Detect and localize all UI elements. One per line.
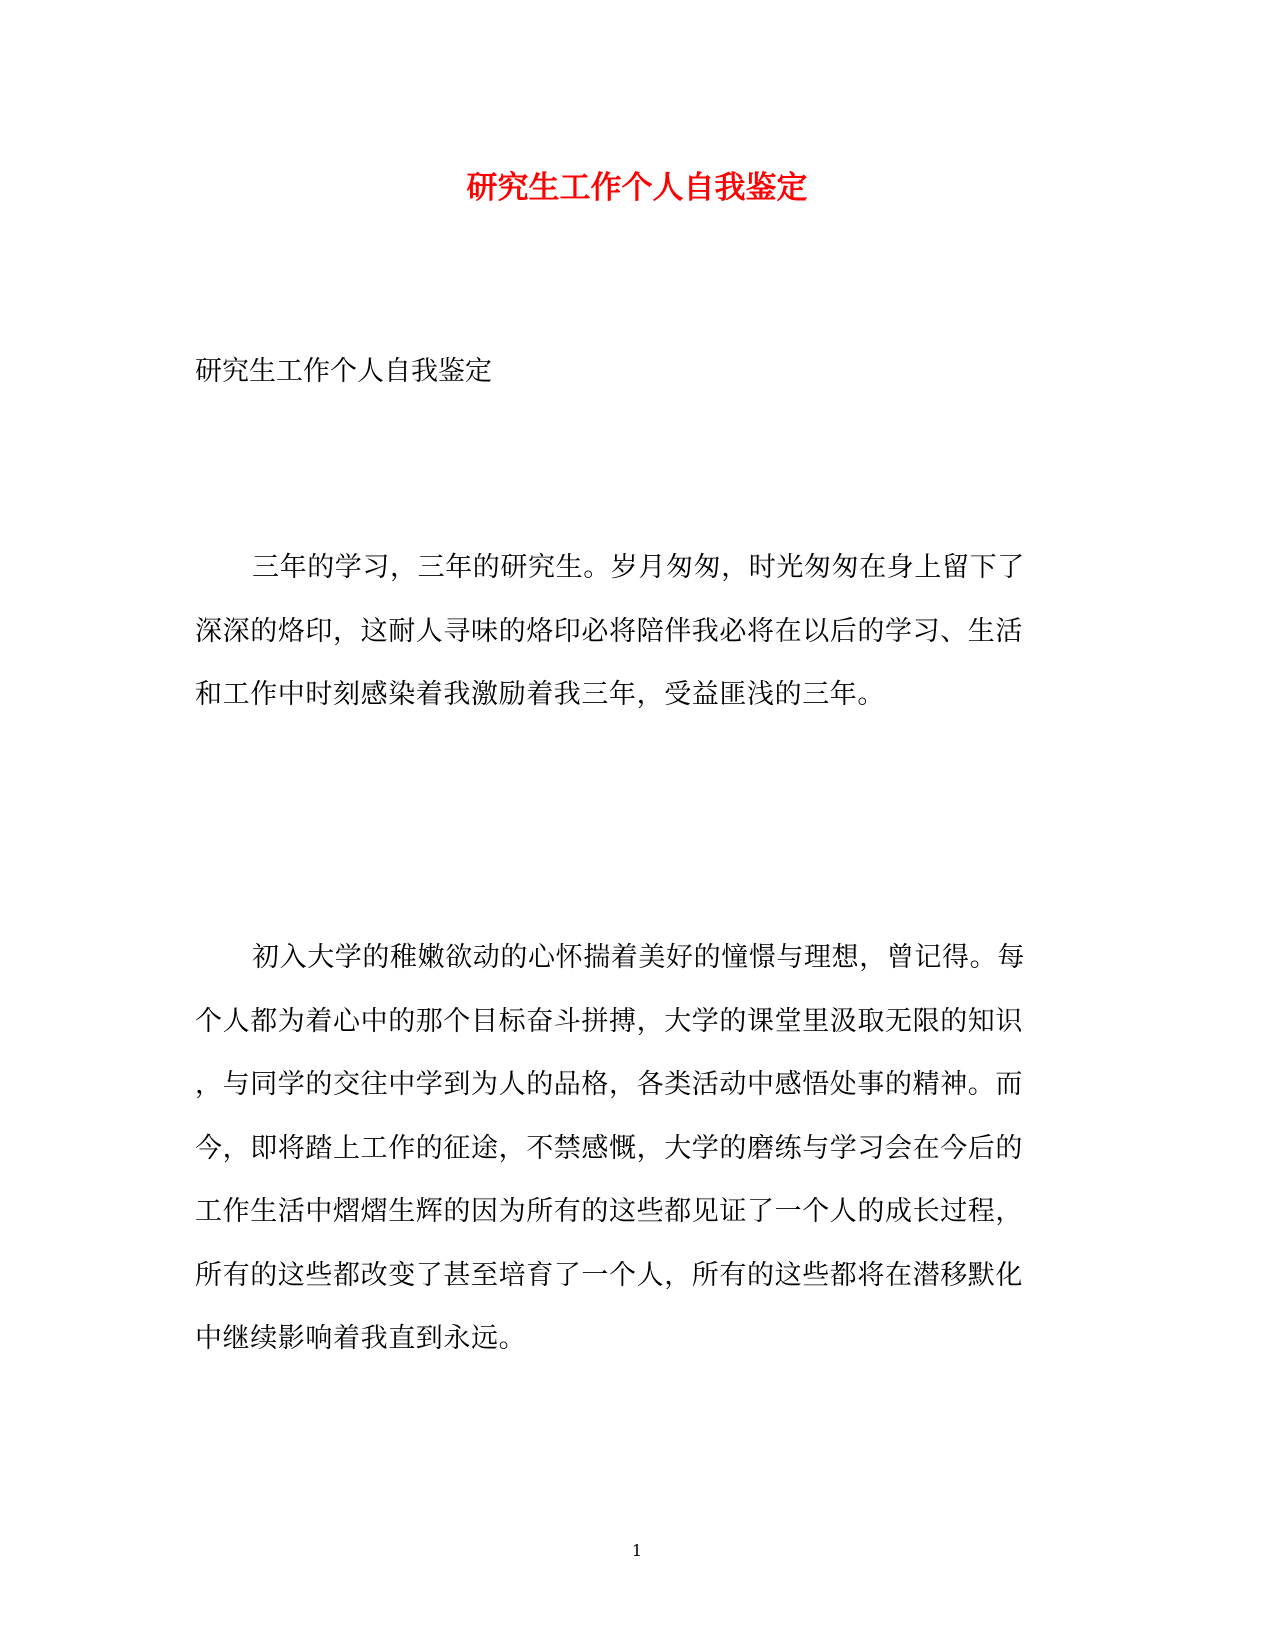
paragraph-1 [195, 548, 1075, 739]
document-subheading: 研究生工作个人自我鉴定 [195, 356, 492, 387]
paragraph-line: 中继续影响着我直到永远。 [195, 1323, 527, 1354]
paragraph-line: 初入大学的稚嫩欲动的心怀揣着美好的憧憬与理想，曾记得。每 [252, 942, 1025, 973]
page-number: 1 [631, 1541, 643, 1560]
paragraph-line: 工作生活中熠熠生辉的因为所有的这些都见证了一个人的成长过程， [195, 1196, 1023, 1227]
paragraph-2 [195, 938, 1075, 1383]
paragraph-line: 今，即将踏上工作的征途，不禁感慨，大学的磨练与学习会在今后的 [195, 1132, 1023, 1164]
paragraph-line: 三年的学习，三年的研究生。岁月匆匆，时光匆匆在身上留下了 [252, 552, 1025, 583]
paragraph-line: 所有的这些都改变了甚至培育了一个人，所有的这些都将在潜移默化 [195, 1259, 1023, 1291]
paragraph-line: 个人都为着心中的那个目标奋斗拼搏，大学的课堂里汲取无限的知识 [195, 1005, 1023, 1037]
document-title: 研究生工作个人自我鉴定 [466, 170, 808, 206]
paragraph-line: ，与同学的交往中学到为人的品格，各类活动中感悟处事的精神。而 [195, 1069, 1023, 1100]
paragraph-line: 深深的烙印，这耐人寻味的烙印必将陪伴我必将在以后的学习、生活 [195, 615, 1023, 647]
paragraph-line: 和工作中时刻感染着我激励着我三年，受益匪浅的三年。 [195, 679, 885, 710]
